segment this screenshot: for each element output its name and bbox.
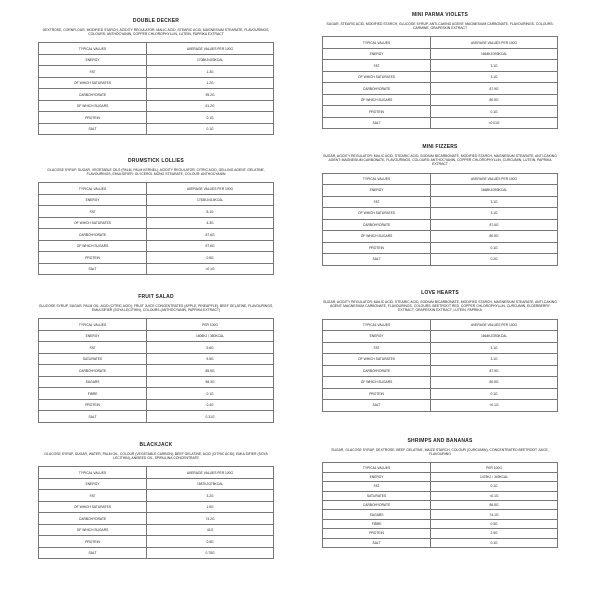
nutrient-name: SALT (323, 538, 431, 547)
nutrient-value: 0.1G (431, 242, 558, 254)
table-row (323, 71, 558, 83)
table-row (323, 83, 558, 95)
table-header-row (39, 183, 274, 195)
header-typical-values: TYPICAL VALUES (39, 467, 147, 479)
nutrient-name: CARBOHYDRATE (39, 229, 147, 241)
nutrient-value: 74.2G (147, 513, 274, 525)
header-per-100g: AVERAGE VALUES PER 100G (147, 183, 274, 195)
table-row (39, 100, 274, 112)
table-header-row (39, 467, 274, 479)
nutrient-name: FAT (39, 206, 147, 218)
table-row (323, 388, 558, 400)
nutrient-name: FIBRE (39, 388, 147, 400)
nutrient-value: 1664KJ/393KCAL (431, 331, 558, 343)
nutrient-name: ENERGY (39, 330, 147, 342)
table-row (323, 529, 558, 538)
nutrient-value: 1587KJ/375KCAL (147, 478, 274, 490)
table-row (323, 377, 558, 389)
table-row (39, 263, 274, 275)
table-row (323, 365, 558, 377)
nutrient-value: 0.1G (431, 538, 558, 547)
nutrient-value: 85.5G (147, 365, 274, 377)
table-row (323, 94, 558, 106)
table-row (39, 89, 274, 101)
nutrient-name: OF WHICH SUGARS (39, 240, 147, 252)
nutrient-name: SALT (323, 117, 431, 129)
header-typical-values: TYPICAL VALUES (39, 319, 147, 331)
nutrient-value: 1479KJ / 349KCAL (431, 472, 558, 481)
nutrient-value: 0.4G (147, 399, 274, 411)
panel-double-decker (38, 18, 274, 135)
nutrient-value: 5.5G (147, 353, 274, 365)
nutrient-name: SALT (39, 547, 147, 559)
table-row (323, 491, 558, 500)
nutrient-value: 61.2G (147, 100, 274, 112)
nutrient-name: SALT (323, 400, 431, 412)
table-row (39, 206, 274, 218)
table-row (323, 231, 558, 243)
nutrient-value: 0.1G (147, 123, 274, 135)
product-title: LOVE HEARTS (421, 290, 459, 296)
header-typical-values: TYPICAL VALUES (323, 37, 431, 49)
table-row (39, 229, 274, 241)
ingredients-text: GLUCOSE SYRUP, SUGAR, PALM OIL, ACID (CITRIC ACID), FRUIT JUICE CONCENTRATES (APPLE, PINEAPPLE), BEEF GELATINE, FLAVOURINGS, EMULSIFIER (SOYA LECITHIN), COLOURS (ANTHOCYANIN, PAPRIKA EXTRACT) (38, 304, 274, 313)
nutrient-name: SALT (39, 411, 147, 423)
nutrient-name: ENERGY (39, 478, 147, 490)
ingredients-text: DEXTROSE, CORNFLOUR, MODIFIED STARCH, ACIDITY REGULATOR: MALIC ACID, STEARIC ACID, MAGNESIUM STEARATE, FLAVOURINGS, COLOURS: ANTHOCYANIN, COPPER CHLOROPHYLLIN, LUTEIN, PAPRIKA EXTRACT (42, 28, 270, 37)
table-row (39, 353, 274, 365)
nutrient-value: 8.1G (147, 206, 274, 218)
header-typical-values: TYPICAL VALUES (323, 173, 431, 185)
nutrition-table (322, 173, 558, 266)
table-row (39, 77, 274, 89)
nutrient-value: 74.1G (431, 510, 558, 519)
nutrient-name: SATURATES (39, 353, 147, 365)
nutrient-value: <0.1G (147, 263, 274, 275)
table-row (323, 354, 558, 366)
ingredients-text: GLUCOSE SYRUP, SUGAR, WATER, PALM OIL, COLOUR (VEGETABLE CARBON), BEEF GELATINE, ACID (CITRIC ACID), EMULSIFIER (SOYA LECITHIN), ANISEED OIL, SPIRULINA CONCENTRATE (44, 452, 268, 461)
table-row (323, 117, 558, 129)
panel-drumstick-lollies (38, 158, 274, 275)
nutrient-name: OF WHICH SATURATES (39, 501, 147, 513)
nutrition-table (38, 42, 274, 135)
table-row (323, 342, 558, 354)
nutrition-table (38, 466, 274, 559)
table-row (323, 219, 558, 231)
header-typical-values: TYPICAL VALUES (39, 183, 147, 195)
nutrient-value: 3.1G (431, 60, 558, 72)
table-row (323, 185, 558, 197)
nutrient-name: PROTEIN (323, 106, 431, 118)
nutrient-name: PROTEIN (323, 529, 431, 538)
nutrient-value: 0.5G (431, 519, 558, 528)
ingredients-text: GLUCOSE SYRUP, SUGAR, VEGETABLE OILS (PALM, PALM KERNEL), ACIDITY REGULATOR: CITRIC ACID, GELLING AGENT: GELATINE, FLAVOURINGS, EMULSIFIER: GLYCEROL MONO STEARATE, COLOUR: ANTHOCYANIN (47, 168, 265, 177)
nutrient-name: PROTEIN (39, 536, 147, 548)
nutrient-value: 86.5G (431, 500, 558, 509)
nutrient-value: 87.9G (431, 365, 558, 377)
nutrient-name: OF WHICH SUGARS (39, 524, 147, 536)
ingredients-text: SUGAR, STEARIC ACID, MODIFIED STARCH, GLUCOSE SYRUP, ANTI-CAKING AGENT: MAGNESIUM CARBONATE, FLAVOURINGS, COLOURS: CARMINE, GRAPESKIN EXTRACT (326, 22, 554, 31)
header-typical-values: TYPICAL VALUES (323, 463, 431, 472)
nutrient-name: ENERGY (323, 185, 431, 197)
table-row (323, 208, 558, 220)
table-row (39, 513, 274, 525)
nutrient-value: 80.5G (431, 377, 558, 389)
table-row (39, 547, 274, 559)
product-title: BLACKJACK (139, 442, 173, 448)
nutrition-table (322, 462, 558, 548)
panel-mini-parma-violets (322, 12, 558, 129)
nutrient-value: 1.2G (147, 77, 274, 89)
table-row (323, 254, 558, 266)
nutrient-name: SUGARS (323, 510, 431, 519)
table-row (39, 524, 274, 536)
nutrient-value: 41G (147, 524, 274, 536)
nutrient-value: 80.5G (431, 231, 558, 243)
nutrient-name: FAT (323, 60, 431, 72)
nutrient-name: SALT (39, 263, 147, 275)
header-per-100g: AVERAGE VALUES PER 100G (431, 173, 558, 185)
product-title: FRUIT SALAD (138, 294, 174, 300)
nutrient-name: FAT (323, 342, 431, 354)
nutrient-value: 3.1G (431, 208, 558, 220)
nutrient-value: 1664KJ/393KCAL (431, 48, 558, 60)
header-per-100g: AVERAGE VALUES PER 100G (147, 43, 274, 55)
ingredients-text: SUGAR, ACIDITY REGULATOR: MALIC ACID, STEARIC ACID, SODIUM BICARBONATE, MODIFIED STARCH, MAGNESIUM STEARATE, ANTI-CAKING AGENT: MAGNESIUM CARBONATE, FLAVOURINGS, COLOURS: ANTHOCYANIN, COPPER CHLOROPHYLLIN, CURCUMIN, LUTEIN, PAPRIKA EXTRACT (323, 154, 557, 167)
product-title: MINI PARMA VIOLETS (411, 12, 469, 18)
nutrient-name: SATURATES (323, 491, 431, 500)
ingredients-text: SUGAR, GLUCOSE SYRUP, DEXTROSE, BEEF GELATINE, MAIZE STARCH, COLOUR (CURCUMIN), CONCENTRATED BEETROOT JUICE, FLAVOURING (331, 448, 549, 457)
nutrient-value: 0.75G (147, 547, 274, 559)
table-row (323, 482, 558, 491)
nutrient-name: FAT (39, 66, 147, 78)
nutrient-value: 1708KJ/403KCAL (147, 54, 274, 66)
nutrient-value: 2.9G (431, 529, 558, 538)
nutrient-value: 87.9G (431, 83, 558, 95)
nutrient-value: 1.3G (147, 66, 274, 78)
nutrient-name: FIBRE (323, 519, 431, 528)
table-header-row (39, 319, 274, 331)
nutrient-name: PROTEIN (323, 388, 431, 400)
nutrient-name: FAT (39, 490, 147, 502)
table-row (39, 240, 274, 252)
nutrient-name: OF WHICH SATURATES (39, 77, 147, 89)
table-row (39, 123, 274, 135)
table-row (323, 106, 558, 118)
table-row (39, 411, 274, 423)
table-row (323, 242, 558, 254)
nutrient-value: <0.1G (431, 400, 558, 412)
nutrient-value: 3.1G (431, 196, 558, 208)
nutrient-value: 3.1G (431, 354, 558, 366)
nutrient-value: <0.01G (431, 117, 558, 129)
table-row (39, 66, 274, 78)
nutrient-name: OF WHICH SATURATES (323, 208, 431, 220)
nutrient-name: FAT (323, 196, 431, 208)
table-row (39, 365, 274, 377)
nutrient-name: CARBOHYDRATE (39, 513, 147, 525)
header-typical-values: TYPICAL VALUES (323, 319, 431, 331)
nutrient-name: ENERGY (323, 472, 431, 481)
nutrient-name: OF WHICH SATURATES (323, 71, 431, 83)
nutrient-name: ENERGY (323, 48, 431, 60)
table-row (39, 536, 274, 548)
nutrient-value: 5.6G (147, 342, 274, 354)
table-row (323, 48, 558, 60)
table-row (323, 538, 558, 547)
nutrient-value: 1606KJ / 380KCAL (147, 330, 274, 342)
nutrition-table (38, 318, 274, 423)
table-header-row (323, 463, 558, 472)
nutrient-value: 1753KJ/414KCAL (147, 194, 274, 206)
nutrient-value: 87.6G (147, 229, 274, 241)
table-header-row (323, 37, 558, 49)
nutrient-value: 1668KJ/393KCAL (431, 185, 558, 197)
panel-love-hearts (322, 290, 558, 412)
table-row (323, 519, 558, 528)
nutrient-value: 0.5G (147, 536, 274, 548)
product-title: MINI FIZZERS (422, 144, 458, 150)
table-row (39, 112, 274, 124)
table-row (39, 399, 274, 411)
nutrient-name: CARBOHYDRATE (39, 365, 147, 377)
table-header-row (323, 319, 558, 331)
product-title: DOUBLE DECKER (132, 18, 180, 24)
nutrient-name: FAT (323, 482, 431, 491)
table-row (39, 490, 274, 502)
table-header-row (323, 173, 558, 185)
product-title: SHRIMPS AND BANANAS (407, 438, 473, 444)
nutrient-value: 0.2G (431, 254, 558, 266)
nutrient-value: 0.31G (147, 411, 274, 423)
header-per-100g: PER 100G (431, 463, 558, 472)
nutrient-value: 57.6G (147, 240, 274, 252)
nutrient-value: 0.1G (431, 106, 558, 118)
nutrient-name: ENERGY (323, 331, 431, 343)
header-per-100g: AVERAGE VALUES PER 100G (147, 467, 274, 479)
panel-blackjack (38, 442, 274, 559)
table-row (39, 501, 274, 513)
nutrient-value: 0.1G (147, 112, 274, 124)
table-row (39, 342, 274, 354)
panel-mini-fizzers (322, 144, 558, 266)
nutrient-name: SUGARS (39, 376, 147, 388)
nutrient-name: ENERGY (39, 194, 147, 206)
nutrient-value: 95.2G (147, 89, 274, 101)
nutrient-name: PROTEIN (39, 252, 147, 264)
nutrient-name: PROTEIN (39, 399, 147, 411)
table-row (39, 54, 274, 66)
ingredients-text: SUGAR, ACIDITY REGULATOR: MALIC ACID, STEARIC ACID, SODIUM BICARBONATE, MODIFIED STARCH, MAGNESIUM STEARATE, ANTI-CAKING AGENT: MAGNESIUM CARBONATE, FLAVOURINGS, COLOURS: BEETROOT RED, COPPER CHLOROPHYLLIN, CURCUMIN, ELDERBERRY EXTRACT, GRAPESKIN EXTRACT, LUTEIN, PAPRIKA (323, 300, 557, 313)
nutrient-value: 3.1G (431, 71, 558, 83)
nutrient-name: PROTEIN (39, 112, 147, 124)
nutrient-name: OF WHICH SATURATES (323, 354, 431, 366)
table-row (39, 252, 274, 264)
nutrient-name: CARBOHYDRATE (323, 83, 431, 95)
nutrient-value: 0.1G (431, 482, 558, 491)
nutrient-name: SALT (39, 123, 147, 135)
nutrient-value: <0.1G (431, 491, 558, 500)
table-row (39, 330, 274, 342)
nutrient-value: 3.2G (147, 490, 274, 502)
nutrient-value: 58.3G (147, 376, 274, 388)
nutrient-value: 0.1G (147, 388, 274, 400)
table-row (39, 217, 274, 229)
table-row (323, 510, 558, 519)
nutrient-value: 1.6G (147, 501, 274, 513)
table-row (323, 331, 558, 343)
table-row (323, 500, 558, 509)
header-per-100g: PER 100G (147, 319, 274, 331)
nutrient-name: SALT (323, 254, 431, 266)
table-row (323, 472, 558, 481)
table-row (39, 388, 274, 400)
header-typical-values: TYPICAL VALUES (39, 43, 147, 55)
nutrient-value: 3.1G (431, 342, 558, 354)
table-row (39, 194, 274, 206)
table-row (323, 400, 558, 412)
nutrient-value: 0.5G (147, 252, 274, 264)
nutrition-table (38, 182, 274, 275)
nutrient-name: CARBOHYDRATE (323, 219, 431, 231)
nutrient-name: OF WHICH SATURATES (39, 217, 147, 229)
nutrition-table (322, 319, 558, 412)
nutrient-value: 80.5G (431, 94, 558, 106)
table-row (39, 376, 274, 388)
header-per-100g: AVERAGE VALUES PER 100G (431, 319, 558, 331)
nutrient-value: 87.6G (431, 219, 558, 231)
nutrient-name: CARBOHYDRATE (39, 89, 147, 101)
nutrient-value: 0.1G (431, 388, 558, 400)
nutrient-name: CARBOHYDRATE (323, 500, 431, 509)
nutrient-name: OF WHICH SUGARS (323, 231, 431, 243)
table-header-row (39, 43, 274, 55)
nutrient-name: OF WHICH SUGARS (323, 377, 431, 389)
table-row (323, 60, 558, 72)
nutrient-name: PROTEIN (323, 242, 431, 254)
header-per-100g: AVERAGE VALUES PER 100G (431, 37, 558, 49)
nutrient-name: FAT (39, 342, 147, 354)
table-row (323, 196, 558, 208)
nutrient-name: ENERGY (39, 54, 147, 66)
panel-fruit-salad (38, 294, 274, 423)
table-row (39, 478, 274, 490)
nutrient-value: 4.3G (147, 217, 274, 229)
nutrition-table (322, 36, 558, 129)
nutrient-name: OF WHICH SUGARS (323, 94, 431, 106)
nutrient-name: CARBOHYDRATE (323, 365, 431, 377)
product-title: DRUMSTICK LOLLIES (128, 158, 184, 164)
panel-shrimps-and-bananas (322, 438, 558, 548)
nutrient-name: OF WHICH SUGARS (39, 100, 147, 112)
